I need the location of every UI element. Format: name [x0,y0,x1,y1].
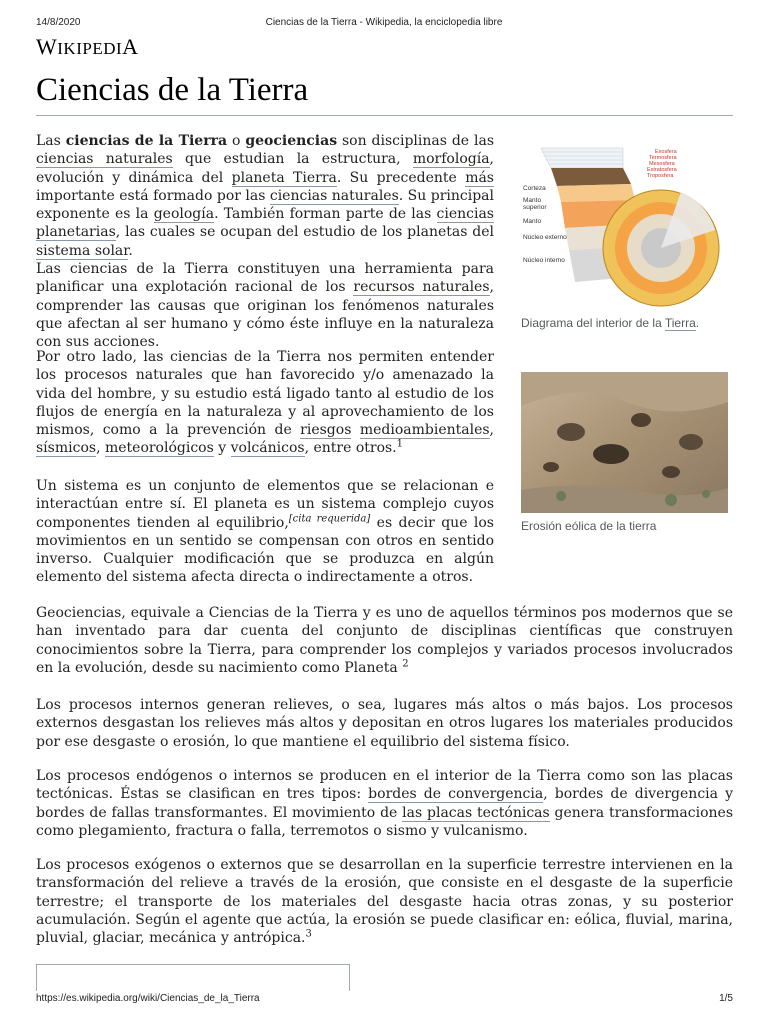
figure2-caption: Erosión eólica de la tierra [521,519,657,533]
reference-3[interactable]: 3 [305,928,312,940]
label-nucleo-interno: Núcleo interno [523,257,565,264]
link-bordes-de-convergencia[interactable]: bordes de convergencia [368,786,544,803]
label-manto-superior-1: Manto [523,197,542,204]
link-placas-tectonicas[interactable]: las placas tectónicas [402,804,550,821]
label-termosfera: Termosfera [649,155,677,161]
print-page-title: Ciencias de la Tierra - Wikipedia, la enciclopedia libre [265,17,503,28]
paragraph-procesos-exogenos: Los procesos exógenos o externos que se desarrollan en la superficie terrestre intervienen en la transformación del relieve a través de la erosión, que consiste en el desgaste de la superficie terrestre; el transporte de los materiales del desgaste hacia otras zonas, y su posterior acumulación. Según el agente que actúa, la erosión se puede clasificar en: eólica, fluvial, marina, pluvial, glaciar, mecánica y antrópica.$^3$ [36,857,733,947]
label-corteza: Corteza [523,185,546,192]
link-medioambientales[interactable]: medioambientales [359,422,490,439]
link-morfologia[interactable]: morfología [412,151,490,168]
link-tierra[interactable]: Tierra [664,316,696,330]
link-ciencias-naturales-2[interactable]: ciencias naturales [269,187,399,204]
print-date: 14/8/2020 [36,17,81,28]
link-mas[interactable]: más [465,169,494,186]
label-troposfera: Troposfera [647,173,674,179]
page-title: Ciencias de la Tierra [36,72,309,108]
link-riesgos[interactable]: riesgos [300,422,352,439]
link-sistema-solar[interactable]: sistema solar [36,242,129,259]
erosion-photo[interactable] [521,372,728,513]
label-nucleo-externo: Núcleo externo [523,234,567,241]
paragraph-procesos-endogenos: Los procesos endógenos o internos se producen en el interior de la Tierra como son las placas tectónicas. Éstas se clasifican en tres tipos: bordes de convergencia, bordes de divergencia y bordes de fallas transformantes. El movimiento de las placas tectónicas genera transformaciones como plegamiento, fractura o falla, terremotos o sismo y vulcanismo. [36,768,733,839]
label-mesosfera: Mesosfera [649,161,675,167]
link-sismicos[interactable]: sísmicos [36,440,97,457]
title-divider [36,115,733,116]
link-recursos-naturales[interactable]: recursos naturales [353,279,490,296]
print-page-number: 1/5 [719,993,733,1004]
paragraph-geociencias: Geociencias, equivale a Ciencias de la Tierra y es uno de aquellos términos pos modernos que se han inventado para dar cuenta del conjunto de disciplinas científicas que construyen conocimientos sobre la Tierra, para comprender los complejos y variados procesos involucrados en la evolución, desde su nacimiento como Planeta $^2$ [36,605,733,676]
label-exosfera: Exosfera [655,149,677,155]
paragraph-procesos-internos-externos: Los procesos internos generan relieves, o sea, lugares más altos o más bajos. Los procesos externos desgastan los relieves más altos y depositan en otros lugares los materiales producidos por ese desgaste o erosión, lo que mantiene el equilibrio del sistema físico. [36,697,733,750]
reference-1[interactable]: 1 [396,438,404,450]
link-volcanicos[interactable]: volcánicos [230,440,305,457]
link-planeta-tierra[interactable]: planeta Tierra [231,169,337,186]
cita-requerida[interactable]: [cita requerida] [288,512,371,524]
partial-box [36,964,350,991]
label-manto: Manto [523,218,542,225]
paragraph-herramienta: Las ciencias de la Tierra constituyen una herramienta para planificar una explotación racional de los recursos naturales, comprender las causas que originan los fenómenos naturales que afectan al ser humano y cómo éste influye en la naturaleza con sus acciones. [36,261,494,351]
link-geologia[interactable]: geología [153,206,215,223]
earth-interior-diagram[interactable] [521,140,733,310]
link-ciencias-planetarias[interactable]: ciencias planetarias [36,206,494,241]
label-manto-superior-2: superior [523,204,547,211]
link-meteorologicos[interactable]: meteorológicos [104,440,214,457]
wikipedia-logo[interactable]: WIKIPEDIA [36,34,139,59]
figure1-caption: Diagrama del interior de la Tierra. [521,316,700,330]
reference-2[interactable]: 2 [402,658,409,670]
paragraph-sistema: Un sistema es un conjunto de elementos que se relacionan e interactúan entre sí. El planeta es un sistema complejo cuyos componentes tienden al equilibrio,[cita requerida] es decir que los movimientos en un sentido se compensan con otros en sentido inverso. Cualquier modificación que se produzca en algún elemento del sistema afecta directa o indirectamente a otros. [36,478,494,586]
print-url: https://es.wikipedia.org/wiki/Ciencias_de_la_Tierra [36,993,260,1004]
link-ciencias-naturales[interactable]: ciencias naturales [36,151,173,168]
label-estratosfera: Estratosfera [647,167,677,173]
paragraph-intro: Las ciencias de la Tierra o geociencias son disciplinas de las ciencias naturales que estudian la estructura, morfología, evolución y dinámica del planeta Tierra. Su precedente más importante está formado por las ciencias naturales. Su principal exponente es la geología. También forman parte de las ciencias planetarias, las cuales se ocupan del estudio de los planetas del sistema solar. [36,133,495,259]
paragraph-procesos-naturales: Por otro lado, las ciencias de la Tierra nos permiten entender los procesos naturales que han favorecido y/o amenazado la vida del hombre, y su estudio está ligado tanto al estudio de los flujos de energía en la naturaleza y al aprovechamiento de los mismos, como a la prevención de riesgos medioambientales, sísmicos, meteorológicos y volcánicos, entre otros.$^1$ [36,349,494,457]
